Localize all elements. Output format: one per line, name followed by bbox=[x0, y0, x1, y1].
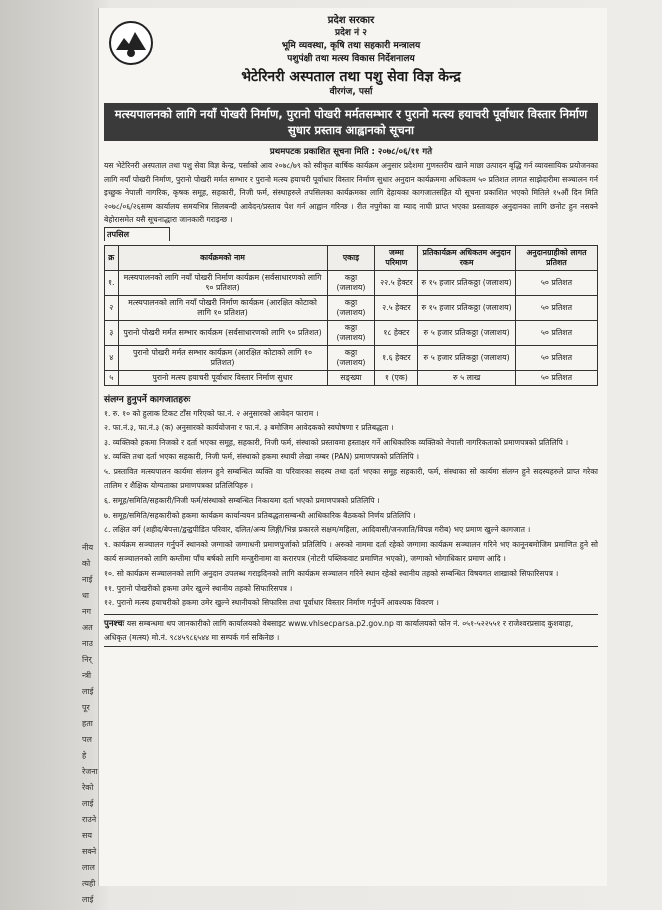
table-cell: १. bbox=[105, 270, 119, 295]
scrap-text: अत bbox=[82, 623, 93, 632]
table-cell: ५० प्रतिशत bbox=[515, 295, 597, 320]
table-cell: पुरानो मत्स्य हयाचरी पूर्वाधार विस्तार निर्माण सुधार bbox=[118, 370, 327, 385]
scrap-text: नीय bbox=[82, 543, 94, 552]
table-row bbox=[105, 370, 598, 385]
table-caption: तपसिल bbox=[104, 227, 170, 241]
table-row bbox=[105, 345, 598, 370]
table-cell: कठ्ठा (जलाशय) bbox=[327, 320, 375, 345]
scrap-text: निर् bbox=[82, 655, 92, 664]
table-cell: २.५ हेक्टर bbox=[375, 295, 418, 320]
table-cell: कठ्ठा (जलाशय) bbox=[327, 295, 375, 320]
scrap-text: लाई bbox=[82, 895, 94, 904]
scrap-text: नग bbox=[82, 607, 91, 616]
table-cell: मत्स्यपालनको लागि नयाँ पोखरी निर्माण कार्यक्रम (सर्वसाधारणको लागि ९० प्रतिशत) bbox=[118, 270, 327, 295]
scrap-text: पल bbox=[82, 735, 92, 744]
scrap-text: नाउ bbox=[82, 639, 93, 648]
scrap-text: लाई bbox=[82, 687, 94, 696]
office-title: भेटेरिनरी अस्पताल तथा पशु सेवा विज्ञ केन्द्र bbox=[241, 69, 461, 85]
table-header-cell: कार्यक्रमको नाम bbox=[118, 245, 327, 270]
attachment-item: १२. पुरानो मत्स्य हयाचरीको हकमा उमेर खुल्ने स्थानीयको सिफारिस तथा पूर्वाधार विस्तार निर्माण गर्नुपर्ने आवश्यक विवरण । bbox=[104, 598, 439, 608]
table-header-cell: अनुदानग्राहीको लागत प्रतिशत bbox=[515, 245, 597, 270]
postscript-text: यस सम्बन्धमा थप जानकारीको लागि कार्यालयको वेबसाइट www.vhlsecparsa.p2.gov.np वा कार्यालयको फोन नं. ०५१-५२२५५१ र राजेश्वरप्रसाद कुशवाहा, अधिकृत (मत्स्य) मो.नं. ९८४५९८६५४४ मा सम्पर्क गर्न सकिनेछ । bbox=[104, 618, 574, 642]
table-cell: रु ५ हजार प्रतिकठ्ठा (जलाशय) bbox=[418, 345, 516, 370]
table-cell: ५० प्रतिशत bbox=[515, 320, 597, 345]
attachment-item: ३. व्यक्तिको हकमा निजको र दर्ता भएका समूह, सहकारी, निजी फर्म, संस्थाको प्रस्तावमा हस्ताक्षर गर्ने आधिकारिक व्यक्तिको नेपाली नागरिकताको प्रमाणपत्रको प्रतिलिपि । bbox=[104, 437, 569, 447]
table-cell: १.६ हेक्टर bbox=[375, 345, 418, 370]
table-cell: २ bbox=[105, 295, 119, 320]
scrap-text: धा bbox=[82, 591, 89, 600]
table-cell: पुरानो पोखरी मर्मत सम्भार कार्यक्रम (आरक्षित कोटाको लागि १० प्रतिशत) bbox=[118, 345, 327, 370]
table-body bbox=[105, 270, 598, 385]
table-cell: ५० प्रतिशत bbox=[515, 370, 597, 385]
table-cell: रु १५ हजार प्रतिकठ्ठा (जलाशय) bbox=[418, 270, 516, 295]
attachment-item: ९. कार्यक्रम सञ्चालन गर्नुपर्ने स्थानको जग्गाको जग्गाधनी प्रमाणपुर्जाको प्रतिलिपि । अरुको नाममा दर्ता रहेको जग्गामा कार्यक्रम सञ्चालन गरिने भए कानूनबमोजिम प्रमाणित हुने सो कार्य सञ्चालनको लागि कम्तीमा पाँच बर्षको लागि मन्जुरीनामा वा करारपत्र (नोटरी पब्लिकवाट प्रमाणित भएको), जग्गाको भोगाधिकार प्रमाण आदि । bbox=[104, 539, 598, 564]
header-line1: प्रदेश सरकार bbox=[327, 15, 375, 26]
scrap-text: हे bbox=[82, 751, 87, 760]
attachment-item: ६. समूह/समिति/सहकारी/निजी फर्म/संस्थाको सम्बन्धित निकायमा दर्ता भएको प्रमाणपत्रको प्रतिलिपि । bbox=[104, 496, 380, 506]
header-line2: प्रदेश नं २ bbox=[335, 28, 367, 38]
publication-date: प्रथमपटक प्रकाशित सूचना मिति : २०७८/०६/११ गते bbox=[269, 147, 433, 157]
header-line4: पशुपंक्षी तथा मत्स्य विकास निर्देशनालय bbox=[287, 54, 415, 64]
table-cell: १८ हेक्टर bbox=[375, 320, 418, 345]
scrap-text: लाई bbox=[82, 799, 94, 808]
table-cell: पुरानो पोखरी मर्मत सम्भार कार्यक्रम (सर्वसाधारणको लागि ९० प्रतिशत) bbox=[118, 320, 327, 345]
scrap-text: सक्ने bbox=[82, 847, 97, 856]
table-cell: कठ्ठा (जलाशय) bbox=[327, 270, 375, 295]
scrap-text: रेजना bbox=[82, 767, 98, 776]
table-cell: ३ bbox=[105, 320, 119, 345]
table-row bbox=[105, 270, 598, 295]
table-cell: सङ्ख्या bbox=[327, 370, 375, 385]
attachment-item: १०. सो कार्यक्रम सञ्चालनको लागि अनुदान उपलब्ध गराइदिनको लागि कार्यक्रम सञ्चालन गरिने स्थान रहेको स्थानीय तहको सम्बन्धित विषयगत शाखाको सिफारिसपत्र । bbox=[104, 569, 559, 579]
intro-paragraph: यस भेटेरिनरी अस्पताल तथा पशु सेवा विज्ञ केन्द्र, पर्साको आव २०७८/७९ को स्वीकृत बार्षिक कार्यक्रम अनुसार प्रदेशमा गुणस्तरीय खाने माछा उत्पादन बृद्धि गर्न व्यावसायिक प्रयोजनका लागि नयाँ पोखरी निर्माण, पुरानो पोखरी मर्मत सम्भार र पुरानो मत्स्य हयाचरी पूर्वाधार विस्तार निर्माण सुधार अनुदान कार्यक्रममा अधिकतम ५० प्रतिशत लागत साझेदारीमा सञ्चालन गर्न इच्छुक नेपाली नागरिक, कृषक समूह, सहकारी, निजी फर्म, संस्थाहरुले तपसिलका कार्यक्रमका लागि देहायका कागजातसहित यो सूचना प्रकाशित भएको मितिले १५औं दिन मिति २०७८/०६/२६सम्म कार्यालय समयभित्र सिलबन्दी आवेदन/प्रस्ताव पेश गर्न आह्वान गरिन्छ । रीत नपुगेका वा म्याद नाघी प्राप्त भएका प्रस्तावहरु अनुदानका लागि छनोट हुन नसक्ने बेहोरासमेत यसै सूचनाद्धारा जानकारी गराइन्छ । bbox=[104, 161, 598, 224]
notice-banner: मत्स्यपालनको लागि नयाँ पोखरी निर्माण, पुरानो पोखरी मर्मतसम्भार र पुरानो मत्स्य हयाचरी पूर्वाधार विस्तार निर्माण सुधार प्रस्ताव आह्वानको सूचना bbox=[104, 103, 598, 141]
header-line3: भूमि व्यवस्था, कृषि तथा सहकारी मन्त्रालय bbox=[281, 41, 421, 51]
office-location: वीरगंज, पर्सा bbox=[329, 87, 373, 97]
attachment-item: २. फा.नं.३, फा.नं.३ (क) अनुसारको कार्ययोजना र फा.नं. ३ बमोजिम आवेदकको स्वघोषणा र प्रतिबद्धता । bbox=[104, 423, 394, 433]
scrap-text: त्यही bbox=[82, 879, 96, 888]
scrap-text: लाल bbox=[82, 863, 95, 872]
table-cell: २२.५ हेक्टर bbox=[375, 270, 418, 295]
scrap-text: रेको bbox=[82, 783, 94, 792]
table-cell: रु ५ हजार प्रतिकठ्ठा (जलाशय) bbox=[418, 320, 516, 345]
attachment-item: ७. समूह/समिति/सहकारीको हकमा कार्यक्रम कार्यान्वयन प्रतिबद्धतासम्बन्धी आधिकारिक बैठकको निर्णय प्रतिलिपि । bbox=[104, 510, 416, 520]
table-cell: मत्स्यपालनको लागि नयाँ पोखरी निर्माण कार्यक्रम (आरक्षित कोटाको लागि १० प्रतिशत) bbox=[118, 295, 327, 320]
postscript bbox=[104, 614, 598, 647]
table-cell: ४ bbox=[105, 345, 119, 370]
attachments-list bbox=[104, 407, 598, 611]
table-cell: रु १५ हजार प्रतिकठ्ठा (जलाशय) bbox=[418, 295, 516, 320]
table-cell: ५ bbox=[105, 370, 119, 385]
attachments-title: संलग्न हुनुपर्ने कागजातहरुः bbox=[104, 394, 191, 405]
table-header-row bbox=[105, 245, 598, 270]
programs-table bbox=[104, 245, 598, 386]
table-row bbox=[105, 295, 598, 320]
scrap-text: को bbox=[82, 559, 91, 568]
table-header-cell: जम्मा परिमाण bbox=[375, 245, 418, 270]
attachment-item: ११. पुरानो पोखरीको हकमा उमेर खुल्ने स्थानीय तहको सिफारिसपत्र । bbox=[104, 583, 293, 593]
scrap-text: नाई bbox=[82, 575, 93, 584]
scrap-text: पूर bbox=[82, 703, 90, 712]
scrap-text: राउने bbox=[82, 815, 97, 824]
scrap-text: सय bbox=[82, 831, 93, 840]
notice bbox=[104, 14, 598, 647]
notice-header bbox=[104, 14, 598, 99]
attachment-item: ५. प्रस्तावित मत्स्यपालन कार्यमा संलग्न हुने सम्बन्धित व्यक्ति वा परिवारका सदस्य तथा दर्ता भएका समूह सहकारी, फर्म, संस्थाका सो कार्यमा संलग्न हुने सदस्यहरुले प्राप्त गरेका तालिम र शैक्षिक योग्यताका प्रमाणपत्रका प्रतिलिपिहरु । bbox=[104, 466, 598, 491]
government-emblem-icon bbox=[108, 20, 154, 66]
attachment-item: ४. व्यक्ति तथा दर्ता भएका सहकारी, निजी फर्म, संस्थाको हकमा स्थायी लेखा नम्बर (PAN) प्रमाणपत्रको प्रतिलिपि । bbox=[104, 452, 419, 462]
scrap-text: न्त्री bbox=[82, 671, 92, 680]
postscript-label: पुनश्चः bbox=[104, 618, 125, 629]
table-row bbox=[105, 320, 598, 345]
table-cell: कठ्ठा (जलाशय) bbox=[327, 345, 375, 370]
table-header-cell: प्रतिकार्यक्रम अधिकतम अनुदान रकम bbox=[418, 245, 516, 270]
scrap-text: हता bbox=[82, 719, 93, 728]
attachment-item: ८. लक्षित वर्ग (शहीद/बेपत्ता/द्वन्द्वपीडित परिवार, दलित/अन्य लिङ्गी/भिन्न प्रकारले सक्षम/महिला, आदिवासी/जनजाति/विपन्न गरीब) भए प्रमाण खुल्ने कागजात । bbox=[104, 525, 531, 535]
attachment-item: १. रु. १० को हुलाक टिकट टाँस गरिएको फा.नं. २ अनुसारको आवेदन फाराम । bbox=[104, 408, 319, 418]
table-cell: रु ५ लाख bbox=[418, 370, 516, 385]
table-header-cell: क्र bbox=[105, 245, 119, 270]
table-header-cell: एकाइ bbox=[327, 245, 375, 270]
table-cell: ५० प्रतिशत bbox=[515, 270, 597, 295]
table-cell: १ (एक) bbox=[375, 370, 418, 385]
table-cell: ५० प्रतिशत bbox=[515, 345, 597, 370]
